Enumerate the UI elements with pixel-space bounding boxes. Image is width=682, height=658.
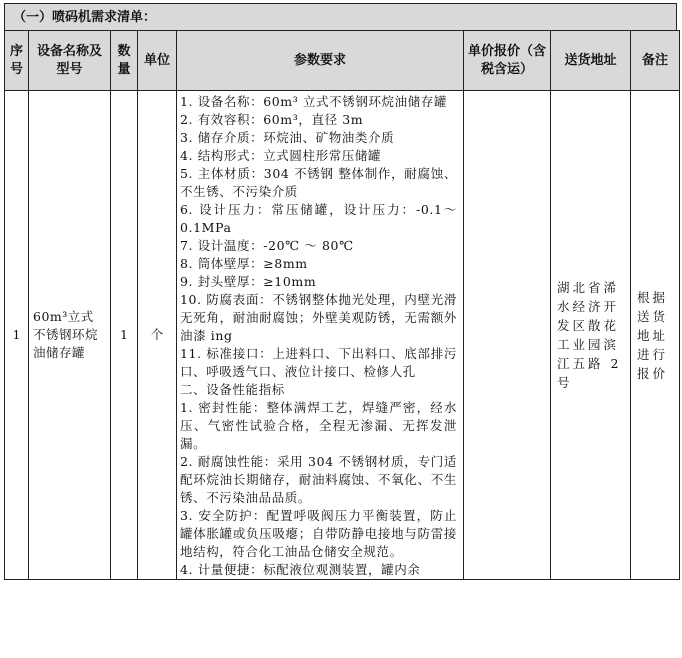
table-header-row (5, 31, 680, 91)
requirements-table (4, 30, 680, 580)
spec-line: 1. 设备名称：60m³ 立式不锈钢环烷油储存罐 (180, 94, 448, 109)
spec-line: 10. 防腐表面：不锈钢整体抛光处理，内壁光滑无死角，耐油耐腐蚀；外壁美观防锈，无需额外油漆 ing (180, 292, 457, 343)
cell-unit: 个 (138, 91, 177, 580)
spec-line: 3. 储存介质：环烷油、矿物油类介质 (180, 130, 395, 145)
spec-line: 4. 计量便捷：标配液位观测装置，罐内余 (180, 562, 421, 577)
spec-line: 7. 设计温度：-20℃ ～ 80℃ (180, 238, 354, 253)
header-qty: 数量 (111, 31, 138, 91)
header-unit: 单位 (138, 31, 177, 91)
cell-name: 60m³立式不锈钢环烷油储存罐 (29, 91, 111, 580)
spec-line: 9. 封头壁厚：≥10mm (180, 274, 317, 289)
header-note: 备注 (631, 31, 680, 91)
page-cutoff (4, 653, 682, 658)
cell-address: 湖北省浠水经济开发区散花工业园滨江五路 2 号 (551, 91, 631, 580)
cell-qty: 1 (111, 91, 138, 580)
cell-price[interactable] (464, 91, 551, 580)
spec-line: 8. 筒体壁厚：≥8mm (180, 256, 308, 271)
cell-note: 根据送货地址进行报价 (631, 91, 680, 580)
spec-line: 2. 有效容积：60m³，直径 3m (180, 112, 364, 127)
header-name: 设备名称及型号 (29, 31, 111, 91)
cell-spec (177, 91, 464, 580)
header-price: 单价报价（含税含运） (464, 31, 551, 91)
spec-line: 6. 设计压力：常压储罐，设计压力：-0.1～0.1MPa (180, 202, 457, 235)
spec-line: 5. 主体材质：304 不锈钢 整体制作，耐腐蚀、不生锈、不污染介质 (180, 166, 457, 199)
header-spec: 参数要求 (177, 31, 464, 91)
spec-line: 3. 安全防护：配置呼吸阀压力平衡装置，防止罐体胀罐或负压吸瘪；自带防静电接地与防雷接地结构，符合化工油品仓储安全规范。 (180, 508, 457, 559)
cell-index: 1 (5, 91, 29, 580)
spec-line: 二、设备性能指标 (180, 382, 285, 397)
procurement-page (4, 3, 679, 655)
header-address: 送货地址 (551, 31, 631, 91)
spec-line: 1. 密封性能：整体满焊工艺，焊缝严密，经水压、气密性试验合格，全程无渗漏、无挥发泄漏。 (180, 400, 457, 451)
header-index: 序号 (5, 31, 29, 91)
section-title: （一）喷码机需求清单： (4, 3, 677, 31)
spec-line: 11. 标准接口：上进料口、下出料口、底部排污口、呼吸透气口、液位计接口、检修人孔 (180, 346, 457, 379)
spec-line: 4. 结构形式：立式圆柱形常压储罐 (180, 148, 382, 163)
spec-line: 2. 耐腐蚀性能：采用 304 不锈钢材质，专门适配环烷油长期储存，耐油料腐蚀、不氧化、不生锈、不污染油品品质。 (180, 454, 457, 505)
table-row (5, 91, 680, 580)
